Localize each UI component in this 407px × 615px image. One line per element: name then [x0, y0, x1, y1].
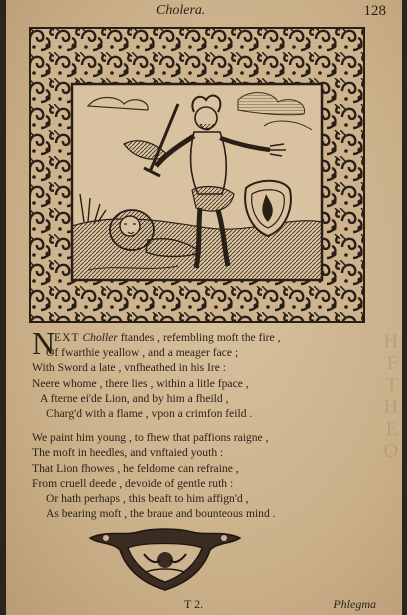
running-title: Cholera. [156, 3, 206, 18]
verse-line: Neere whome , there lies , within a litle fpace , [32, 376, 249, 390]
drop-cap: N [32, 325, 56, 361]
verse-line: That Lion fhowes , he feldome can refraine , [32, 461, 239, 475]
catchword: Phlegma [333, 597, 376, 611]
book-page [6, 0, 402, 615]
page-number: 128 [363, 3, 386, 19]
woodcut-illustration [28, 26, 366, 324]
verse-line: Or hath perhaps , this beaft to him affign'd , [46, 491, 249, 505]
verse-line: A fterne ei'de Lion, and by him a fheild , [40, 391, 229, 405]
verse-line: From cruell deede , devoide of gentle ruth : [32, 476, 234, 490]
verse-line: As bearing moft , the braue and bounteous mind . [46, 507, 276, 521]
verse-line: With Sword a late , vnfheathed in his Ire : [32, 361, 226, 375]
stanza-gap [32, 421, 372, 430]
signature-mark: T 2. [184, 597, 204, 611]
verse-line: Of fwarthie yeallow , and a meager face ; [46, 346, 239, 360]
first-line-rest: ftandes , refembling moft the fire , [120, 331, 281, 344]
verse-block [32, 325, 372, 521]
verse-line: We paint him young , to fhew that paffions raigne , [32, 431, 269, 445]
verse-line-1 [32, 330, 372, 345]
tailpiece-ornament [86, 528, 244, 594]
first-word: EXT [54, 331, 80, 344]
verse-line: Charg'd with a flame , vpon a crimfon feild . [46, 406, 253, 420]
bleed-through: H F T H E O [383, 330, 398, 462]
first-italic-word: Choller [82, 331, 118, 344]
verse-line: The moft in heedles, and vnftaied youth : [32, 446, 224, 460]
